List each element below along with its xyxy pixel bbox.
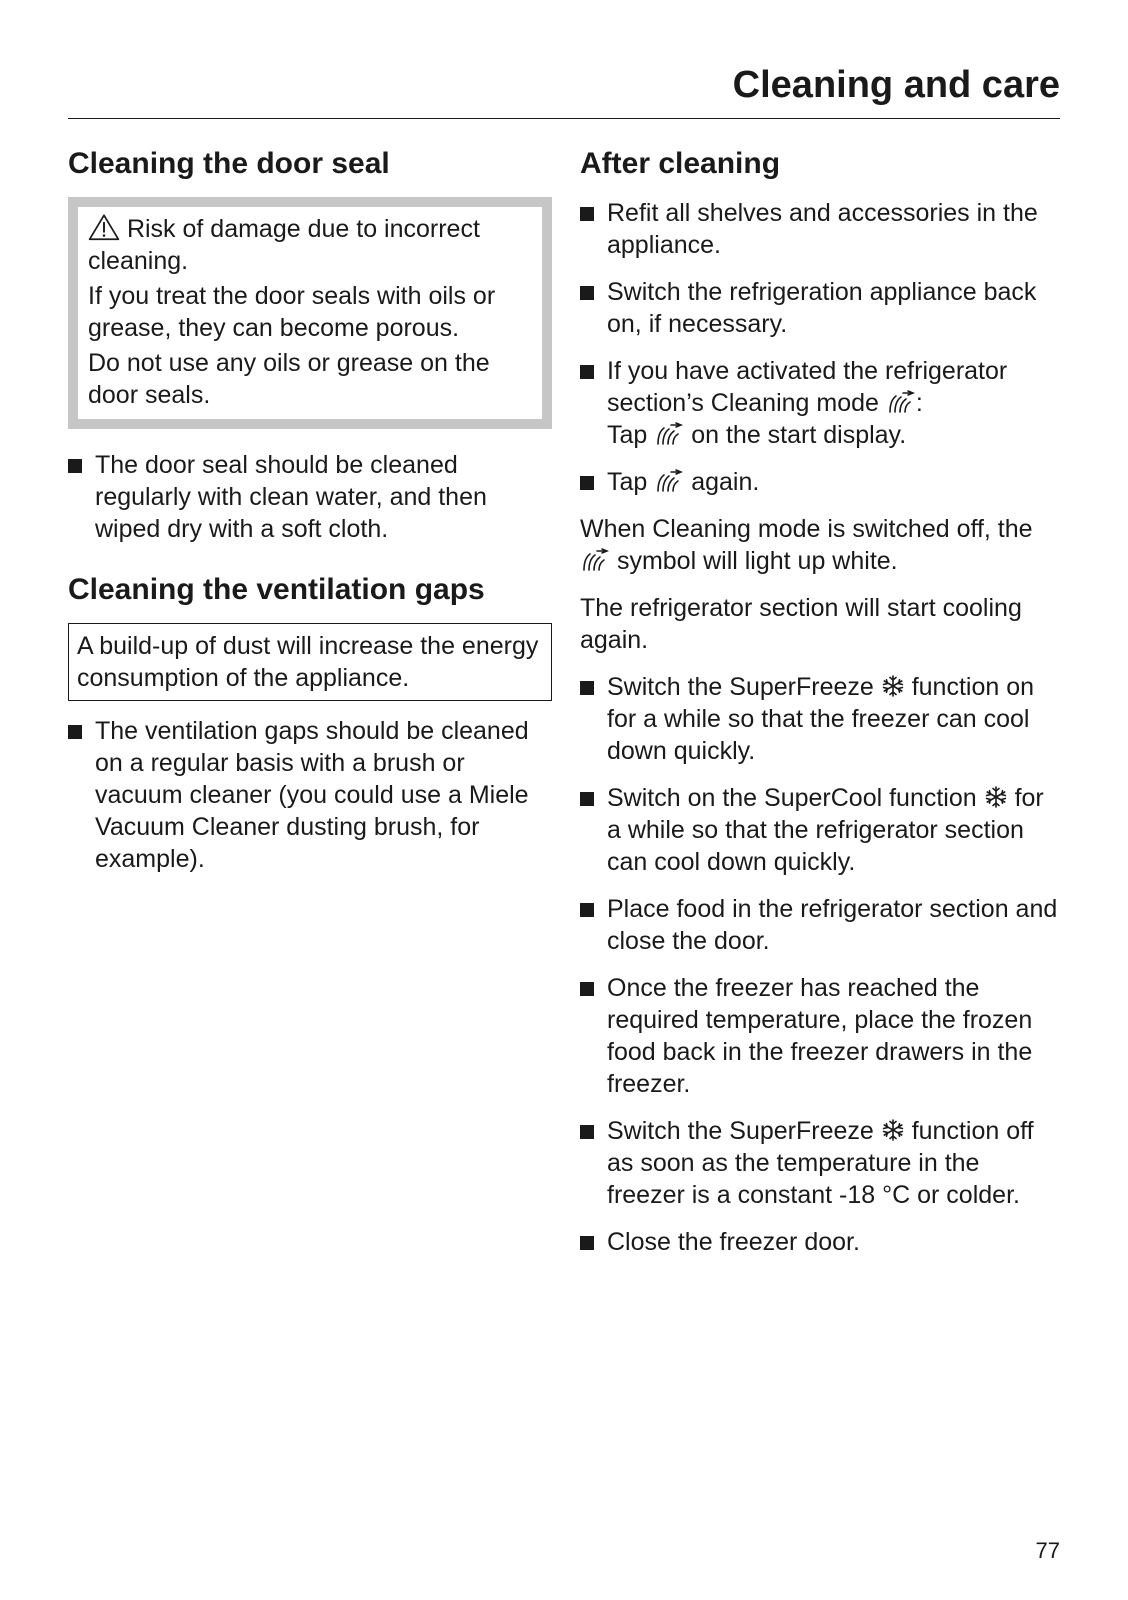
- list-item-text: :: [915, 389, 923, 417]
- snowflake-icon: [881, 1118, 905, 1142]
- snowflake-icon: [881, 674, 905, 698]
- warning-triangle-icon: [88, 213, 120, 241]
- bullet-square: [580, 1236, 594, 1250]
- list-item: [68, 449, 552, 545]
- header-rule: [68, 118, 1060, 119]
- list-item: [580, 355, 1064, 451]
- list-item-text: The ventilation gaps should be cleaned on a regular basis with a brush or vacuum cleaner (you could use a Miele Vacuum Cleaner dusting brush, for example).: [95, 717, 529, 873]
- list-item-text: again.: [691, 468, 760, 496]
- ventilation-heading: Cleaning the ventilation gaps: [68, 573, 485, 606]
- info-box: [68, 623, 552, 701]
- list-item-text: Tap: [607, 421, 648, 449]
- page-number: 77: [1035, 1538, 1060, 1563]
- bullet-square: [580, 365, 594, 379]
- warning-text-1: If you treat the door seals with oils or grease, they can become porous.: [88, 282, 496, 342]
- list-item-text: on the start display.: [691, 421, 907, 449]
- list-item: [580, 972, 1064, 1100]
- bullet-square: [580, 286, 594, 300]
- paragraph: [580, 513, 1064, 577]
- list-item-text: Switch the SuperFreeze: [607, 1117, 874, 1145]
- bullet-square: [580, 792, 594, 806]
- bullet-square: [580, 207, 594, 221]
- cleaning-hand-icon: [580, 548, 610, 574]
- list-item: [580, 782, 1064, 878]
- list-item-text: function on for a while so that the freezer can cool down quickly.: [607, 673, 1035, 765]
- list-item-text: Switch on the SuperCool function: [607, 784, 977, 812]
- list-item-text: function off as soon as the temperature in the freezer is a constant -18 °C or colder.: [607, 1117, 1034, 1209]
- list-item: [68, 715, 552, 875]
- list-item-text: Tap: [607, 468, 648, 496]
- bullet-square: [68, 725, 82, 739]
- left-column: [68, 145, 552, 890]
- paragraph: The refrigerator section will start cooling again.: [580, 594, 1022, 654]
- list-item-text: Place food in the refrigerator section and close the door.: [607, 895, 1058, 955]
- list-item-text: If you have activated the refrigerator section’s Cleaning mode: [607, 357, 1008, 417]
- bullet-square: [580, 1125, 594, 1139]
- list-item: [580, 197, 1064, 261]
- list-item: [580, 893, 1064, 957]
- warning-box: [68, 197, 552, 429]
- list-item: [580, 1226, 1064, 1258]
- cleaning-hand-icon: [886, 390, 916, 416]
- snowflake-icon: [984, 785, 1008, 809]
- paragraph-text: When Cleaning mode is switched off, the: [580, 515, 1033, 543]
- list-item-text: Close the freezer door.: [607, 1228, 860, 1256]
- bullet-square: [580, 476, 594, 490]
- bullet-square: [580, 982, 594, 996]
- warning-title: Risk of damage due to incorrect cleaning.: [88, 215, 480, 275]
- info-text: A build-up of dust will increase the energy consumption of the appliance.: [77, 632, 539, 692]
- cleaning-hand-icon: [654, 422, 684, 448]
- page-header-title: Cleaning and care: [732, 64, 1060, 106]
- list-item: [580, 466, 1064, 498]
- after-cleaning-heading: After cleaning: [580, 147, 781, 180]
- right-column: [580, 145, 1064, 1273]
- list-item-text: Refit all shelves and accessories in the appliance.: [607, 199, 1038, 259]
- list-item-text: Once the freezer has reached the required temperature, place the frozen food back in the freezer drawers in the freezer.: [607, 974, 1033, 1098]
- paragraph-text: symbol will light up white.: [616, 547, 898, 575]
- warning-text-2: Do not use any oils or grease on the door seals.: [88, 349, 490, 409]
- list-item: [580, 671, 1064, 767]
- list-item-text: Switch the SuperFreeze: [607, 673, 874, 701]
- bullet-square: [580, 681, 594, 695]
- warning-title-line: [88, 213, 532, 277]
- list-item-text: Switch the refrigeration appliance back on, if necessary.: [607, 278, 1037, 338]
- list-item: [580, 276, 1064, 340]
- bullet-square: [580, 903, 594, 917]
- bullet-square: [68, 459, 82, 473]
- door-seal-heading: Cleaning the door seal: [68, 147, 390, 180]
- cleaning-hand-icon: [654, 469, 684, 495]
- list-item-text: for a while so that the refrigerator section can cool down quickly.: [607, 784, 1044, 876]
- list-item: [580, 1115, 1064, 1211]
- list-item-text: The door seal should be cleaned regularly with clean water, and then wiped dry with a soft cloth.: [95, 451, 487, 543]
